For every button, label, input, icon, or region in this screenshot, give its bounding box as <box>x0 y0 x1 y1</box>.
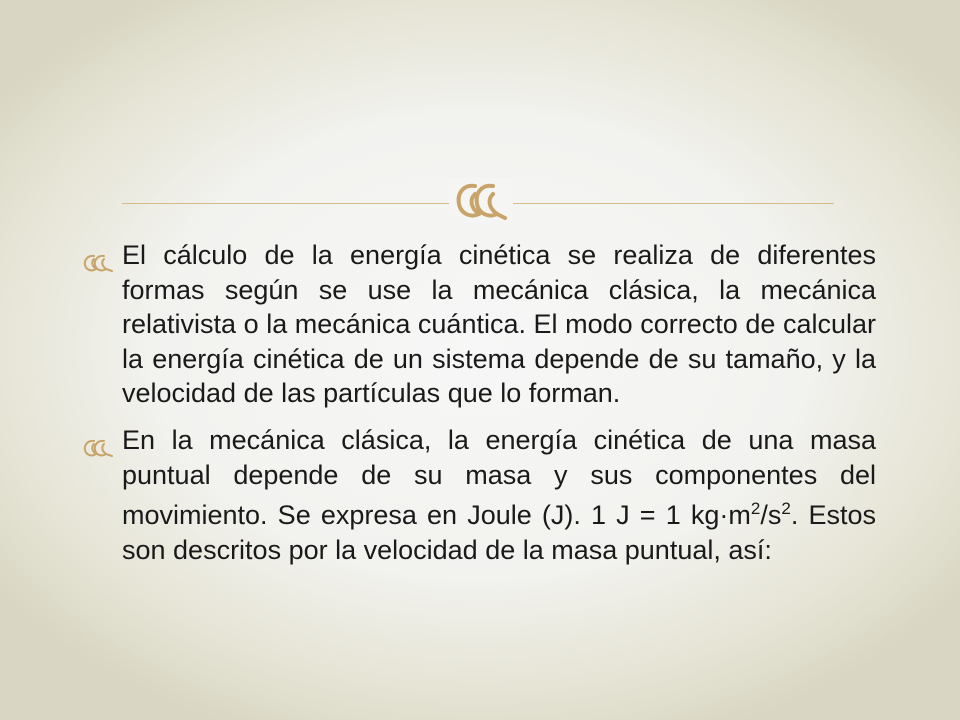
slide-body <box>80 238 876 579</box>
superscript-exponent: 2 <box>750 499 761 519</box>
bullet-item <box>80 423 876 567</box>
bullet-text-part: /s <box>760 500 782 531</box>
swirl-bullet-icon <box>82 247 116 282</box>
swirl-bullet-icon <box>82 432 116 467</box>
superscript-exponent: 2 <box>781 499 791 519</box>
double-swirl-ornament-icon <box>449 178 513 222</box>
bullet-text-part: . Estos son descritos por la velocidad de la masa puntual, así: <box>122 500 876 565</box>
bullet-text-part: En la mecánica clásica, la energía cinética de una masa puntual depende de su masa y sus componentes del movimiento. Se expresa en Joule (J). 1 J = 1 kg·m <box>122 424 876 531</box>
bullet-text: El cálculo de la energía cinética se realiza de diferentes formas según se use la mecánica clásica, la mecánica relativista o la mecánica cuántica. El modo correcto de calcular la energía cinética de un sistema depende de su tamaño, y la velocidad de las partículas que lo forman. <box>122 240 876 409</box>
bullet-item <box>80 238 876 411</box>
